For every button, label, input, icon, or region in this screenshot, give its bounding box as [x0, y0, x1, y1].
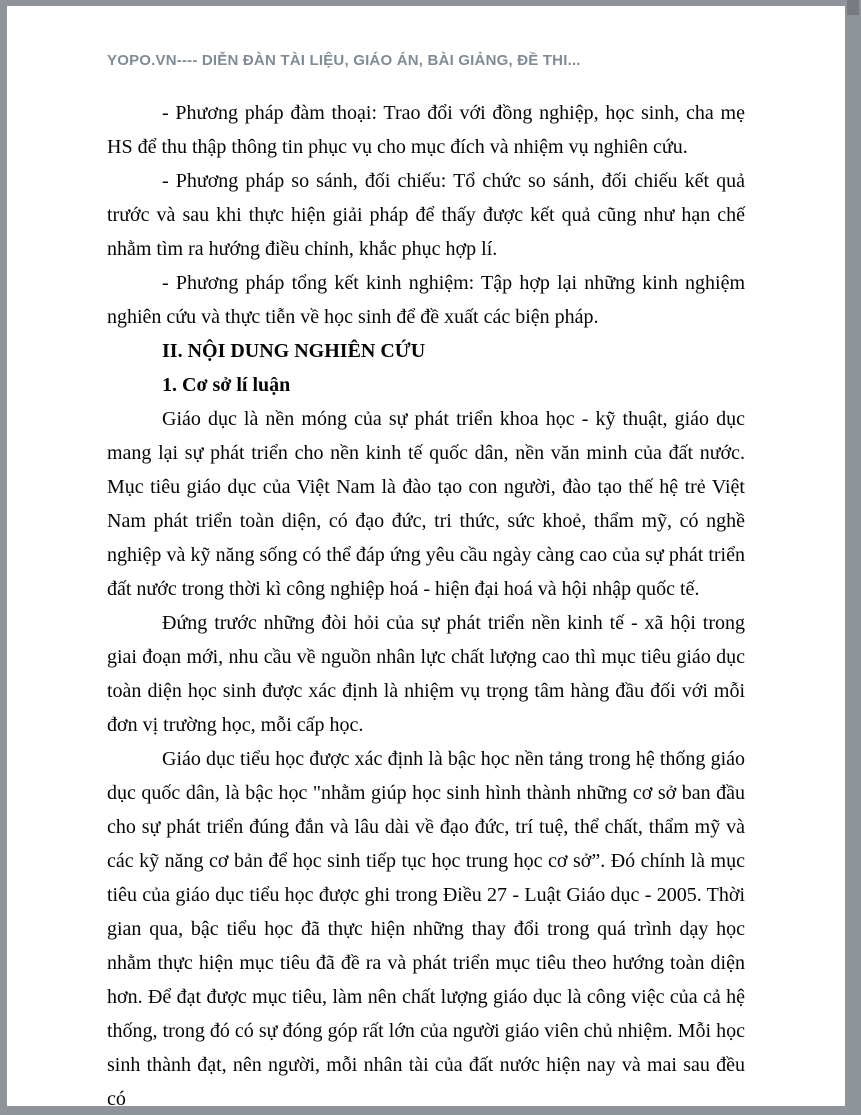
paragraph-education-foundation: Giáo dục là nền móng của sự phát triển khoa học - kỹ thuật, giáo dục mang lại sự phát triển cho nền kinh tế quốc dân, nền văn minh của đất nước. Mục tiêu giáo dục của Việt Nam là đào tạo con người, đào tạo thế hệ trẻ Việt Nam phát triển toàn diện, có đạo đức, tri thức, sức khoẻ, thẩm mỹ, có nghề nghiệp và kỹ năng sống có thể đáp ứng yêu cầu ngày càng cao của sự phát triển đất nước trong thời kì công nghiệp hoá - hiện đại hoá và hội nhập quốc tế. [107, 408, 745, 600]
paragraph-primary-education: Giáo dục tiểu học được xác định là bậc học nền tảng trong hệ thống giáo dục quốc dân, là bậc học "nhằm giúp học sinh hình thành những cơ sở ban đầu cho sự phát triển đúng đắn và lâu dài về đạo đức, trí tuệ, thể chất, thẩm mỹ và các kỹ năng cơ bản để học sinh tiếp tục học trung học cơ sở”. Đó chính là mục tiêu của giáo dục tiểu học được ghi trong Điều 27 - Luật Giáo dục - 2005. Thời gian qua, bậc tiểu học đã thực hiện những thay đổi trong quá trình dạy học nhằm thực hiện mục tiêu đã đề ra và phát triển mục tiêu theo hướng toàn diện hơn. Để đạt được mục tiêu, làm nên chất lượng giáo dục là công việc của cả hệ thống, trong đó có sự đóng góp rất lớn của người giáo viên chủ nhiệm. Mỗi học sinh thành đạt, nên người, mỗi nhân tài của đất nước hiện nay và mai sau đều có [107, 748, 745, 1110]
document-page [7, 6, 845, 1110]
scrollbar-thumb[interactable] [847, 0, 859, 15]
paragraph-method-summarize: - Phương pháp tổng kết kinh nghiệm: Tập hợp lại những kinh nghiệm nghiên cứu và thực tiễn về học sinh để đề xuất các biện pháp. [107, 272, 745, 328]
heading-section-ii: II. NỘI DUNG NGHIÊN CỨU [162, 340, 426, 362]
paragraph-socioeconomic-demands: Đứng trước những đòi hỏi của sự phát triển nền kinh tế - xã hội trong giai đoạn mới, nhu cầu về nguồn nhân lực chất lượng cao thì mục tiêu giáo dục toàn diện học sinh được xác định là nhiệm vụ trọng tâm hàng đầu đối với mỗi đơn vị trường học, mỗi cấp học. [107, 612, 745, 736]
paragraph-method-compare: - Phương pháp so sánh, đối chiếu: Tổ chức so sánh, đối chiếu kết quả trước và sau khi thực hiện giải pháp để thấy được kết quả cũng như hạn chế nhằm tìm ra hướng điều chỉnh, khắc phục hợp lí. [107, 170, 745, 260]
scrollbar-track[interactable] [845, 0, 861, 1115]
heading-subsection-1: 1. Cơ sở lí luận [162, 374, 291, 396]
watermark-header: YOPO.VN---- DIỄN ĐÀN TÀI LIỆU, GIÁO ÁN, BÀI GIẢNG, ĐỀ THI... [107, 52, 581, 69]
document-body [107, 96, 745, 1115]
paragraph-method-interview: - Phương pháp đàm thoại: Trao đổi với đồng nghiệp, học sinh, cha mẹ HS để thu thập thông tin phục vụ cho mục đích và nhiệm vụ nghiên cứu. [107, 102, 745, 158]
